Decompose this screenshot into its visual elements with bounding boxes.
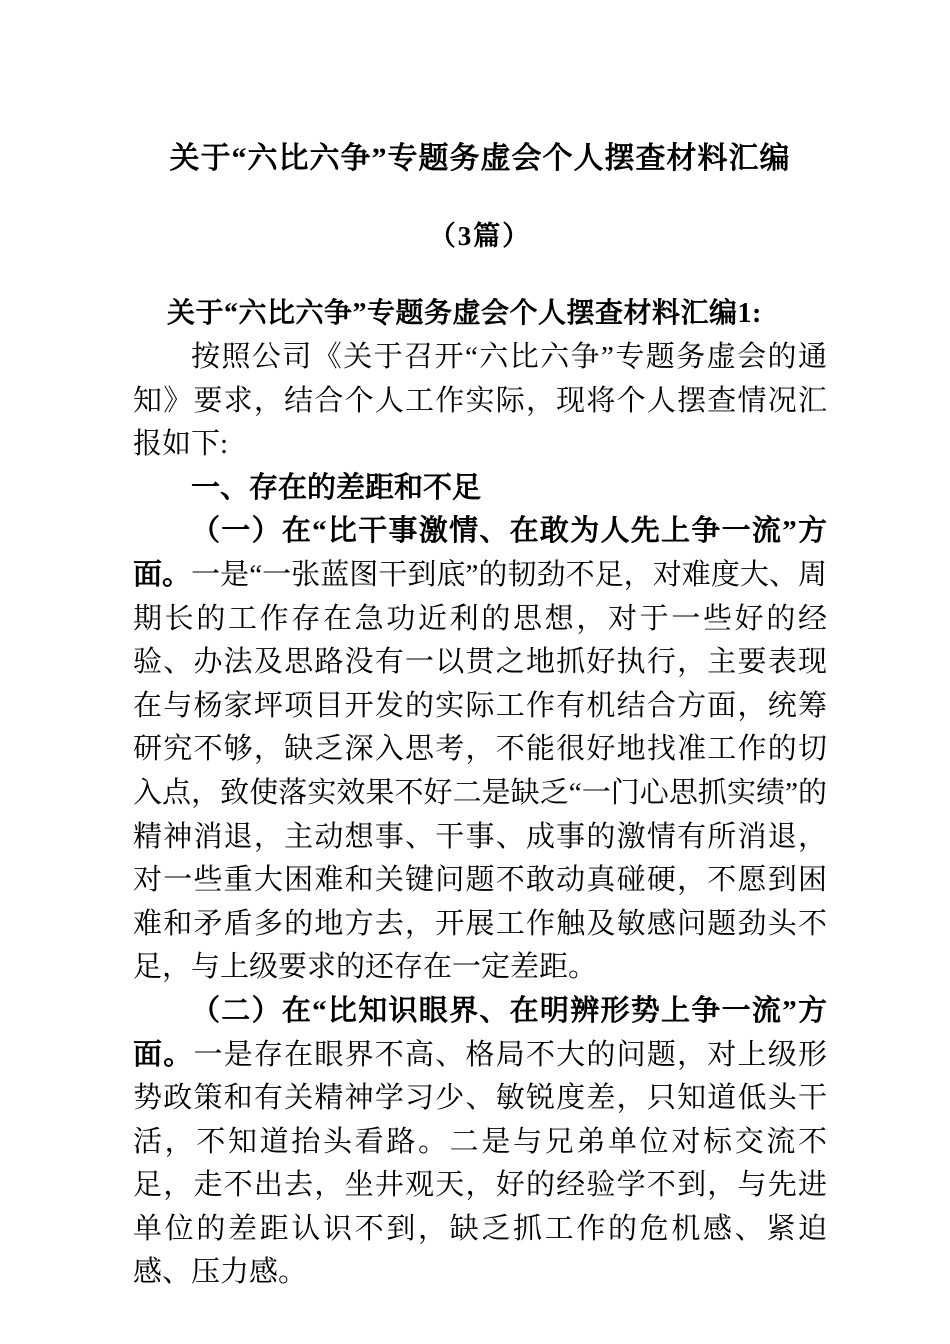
document-title: 关于“六比六争”专题务虚会个人摆查材料汇编 — [169, 142, 791, 175]
document-body — [133, 336, 827, 1295]
section-heading: 关于“六比六争”专题务虚会个人摆查材料汇编1: — [167, 298, 762, 329]
document-subtitle: （3篇） — [428, 221, 532, 251]
body-paragraph: （一）在“比干事激情、在敢为人先上争一流”方面。一是“一张蓝图干到底”的韧劲不足，对难度大、周期长的工作存在急功近利的思想，对于一些好的经验、办法及思路没有一以贯之地抓好执行，主要表现在与杨家坪项目开发的实际工作有机结合方面，统筹研究不够，缺乏深入思考，不能很好地找准工作的切入点，致使落实效果不好二是缺乏“一门心思抓实绩”的精神消退，主动想事、干事、成事的激情有所消退，对一些重大困难和关键问题不敢动真碰硬，不愿到困难和矛盾多的地方去，开展工作触及敏感问题劲头不足，与上级要求的还存在一定差距。 — [133, 515, 827, 984]
paragraph-lead: （一）在“比干事激情、在敢为人先上争一流”方面。 — [133, 515, 827, 591]
paragraph-lead: （二）在“比知识眼界、在明辨形势上争一流”方面。 — [133, 994, 827, 1071]
body-paragraph: （二）在“比知识眼界、在明辨形势上争一流”方面。一是存在眼界不高、格局不大的问题，对上级形势政策和有关精神学习少、敏锐度差，只知道低头干活，不知道抬头看路。二是与兄弟单位对标交流不足，走不出去，坐井观天，好的经验学不到，与先进单位的差距认识不到，缺乏抓工作的危机感、紧迫感、压力感。 — [133, 994, 827, 1289]
body-paragraph: 按照公司《关于召开“六比六争”专题务虚会的通知》要求，结合个人工作实际，现将个人摆查情况汇报如下: — [133, 341, 827, 461]
body-subheading: 一、存在的差距和不足 — [191, 471, 482, 504]
